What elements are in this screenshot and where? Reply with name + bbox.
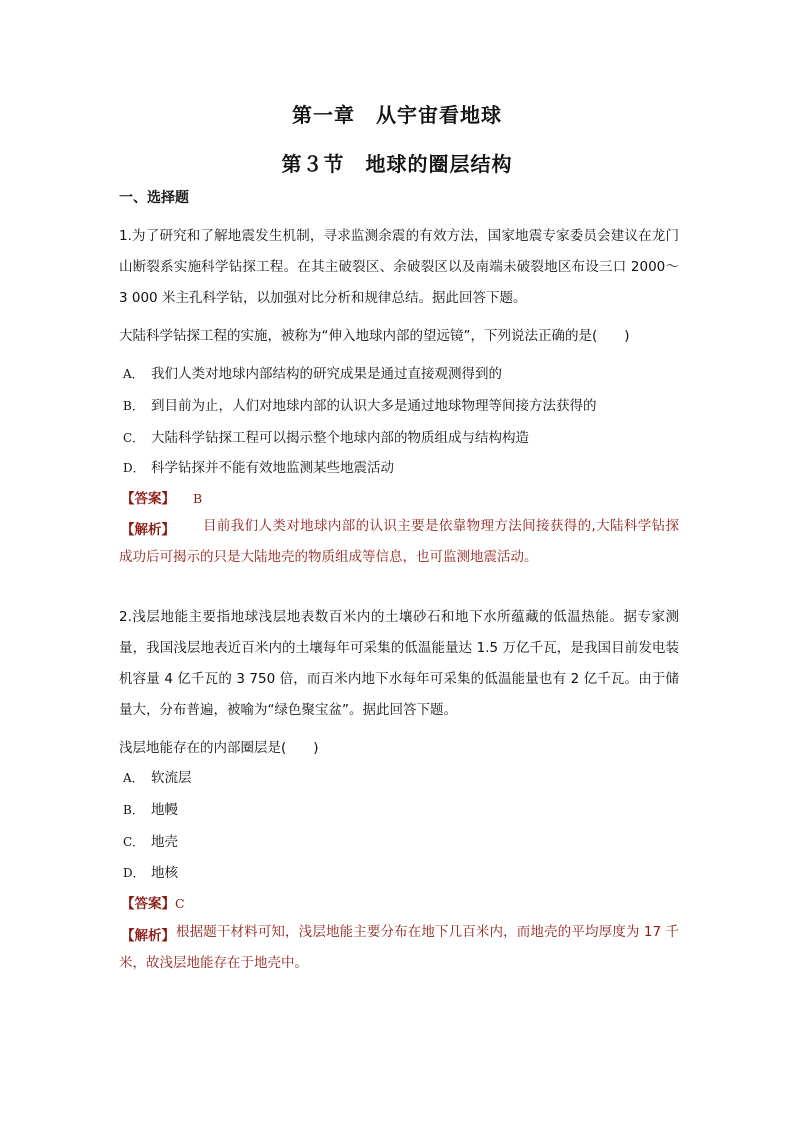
option-letter: C．: [123, 835, 145, 849]
question-2-stem: 2.浅层地能主要指地球浅层地表数百米内的土壤砂石和地下水所蕴藏的低温热能。据专家测量，我国浅层地表近百米内的土壤每年可采集的低温能量达 1.5 万亿千瓦，是我国目前发电装机容量 4 亿千瓦的 3 750 倍，而百米内地下水每年可采集的低温能量也有 2 亿千瓦。由于储量大，分布普遍，被喻为“绿色聚宝盆”。据此回答下题。: [119, 609, 679, 718]
option-text: 到目前为止，人们对地球内部的认识大多是通过地球物理等间接方法获得的: [151, 398, 597, 414]
question-2-analysis: 根据题干材料可知，浅层地能主要分布在地下几百米内，而地壳的平均厚度为 17 千米，故浅层地能存在于地壳中。: [119, 924, 679, 971]
question-1-answer: [121, 487, 202, 507]
question-2-option-d: [123, 861, 178, 881]
option-letter: D．: [123, 461, 145, 475]
answer-label: 【答案】: [121, 491, 175, 507]
question-1-option-a: [123, 362, 502, 382]
question-1-analysis: 目前我们人类对地球内部的认识主要是依靠物理方法间接获得的,大陆科学钻探成功后可揭示的只是大陆地壳的物质组成等信息，也可监测地震活动。: [119, 518, 679, 565]
option-text: 科学钻探并不能有效地监测某些地震活动: [151, 460, 394, 476]
option-text: 我们人类对地球内部结构的研究成果是通过直接观测得到的: [151, 366, 502, 382]
question-1-option-c: [123, 426, 529, 446]
answer-value: B: [193, 491, 203, 506]
section-title: 第３节 地球的圈层结构: [281, 152, 513, 176]
question-1-option-b: [123, 394, 597, 414]
question-2-prompt: 浅层地能存在的内部圈层是( ): [119, 740, 319, 756]
question-1-prompt: 大陆科学钻探工程的实施，被称为“伸入地球内部的望远镜”，下列说法正确的是( ): [119, 328, 630, 344]
option-letter: B．: [123, 803, 144, 817]
option-text: 地核: [151, 865, 178, 881]
question-2-analysis-label: 【解析】: [121, 928, 175, 944]
question-2-option-c: [123, 830, 178, 850]
question-2-option-a: [123, 766, 192, 786]
answer-label: 【答案】: [121, 896, 175, 912]
option-letter: D．: [123, 866, 145, 880]
question-1-analysis-label: 【解析】: [121, 522, 175, 538]
chapter-title: 第一章 从宇宙看地球: [292, 103, 502, 127]
option-letter: C．: [123, 431, 145, 445]
answer-value: C: [175, 896, 185, 911]
option-letter: A．: [123, 771, 144, 785]
option-letter: A．: [123, 367, 144, 381]
question-2-answer: [121, 892, 185, 912]
option-text: 软流层: [151, 770, 192, 786]
option-text: 地幔: [151, 802, 178, 818]
option-text: 地壳: [151, 834, 178, 850]
option-letter: B．: [123, 399, 144, 413]
question-1-stem: 1.为了研究和了解地震发生机制，寻求监测余震的有效方法，国家地震专家委员会建议在龙门山断裂系实施科学钻探工程。在其主破裂区、余破裂区以及南端未破裂地区布设三口 2000～3 000 米主孔科学钻，以加强对比分析和规律总结。据此回答下题。: [119, 228, 679, 306]
section-heading: 一、选择题: [119, 190, 189, 206]
question-2-option-b: [123, 798, 178, 818]
option-text: 大陆科学钻探工程可以揭示整个地球内部的物质组成与结构构造: [151, 430, 529, 446]
question-1-option-d: [123, 456, 394, 476]
